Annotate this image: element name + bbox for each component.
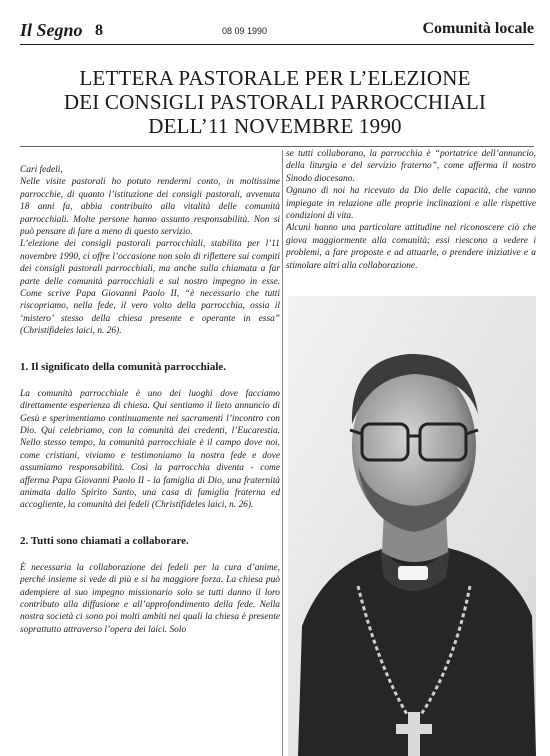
page-header	[0, 0, 550, 48]
right-paragraph-1: se tutti collaborano, la parrocchia è “portatrice dell’annuncio, della liturgia e del servizio fraterno”, come afferma il nostro Sinodo diocesano.	[286, 149, 536, 184]
section-2-body: È necessaria la collaborazione dei fedeli per la cura d’anime, perché insieme si vede di più e si ha maggiore forza. La chiesa può adempiere al suo impegno missionario solo se tutti danno il loro contributo alla diffusione e all’approfondimento della fede. Nella nostra società ci sono poi molti ambiti nei quali la chiesa è presente soprattutto attraverso l’opera dei laici. Solo	[20, 562, 280, 635]
intro-paragraph-1: Nelle visite pastorali ho potuto rendermi conto, in moltissime parrocchie, di quanto l’istituzione dei consigli pastorali, avvenuta 18 anni fa, abbia contribuito alla vitalità delle comunità parrocchiali. Molte persone hanno assunto responsabilità. Non si può pensare di fare a meno di questo servizio.	[20, 177, 280, 238]
title-line-3: DELL’11 NOVEMBRE 1990	[148, 114, 402, 138]
right-column	[286, 148, 536, 298]
article-title	[40, 66, 510, 138]
title-rule	[20, 146, 534, 147]
portrait-illustration	[288, 296, 536, 756]
title-line-2: DEI CONSIGLI PASTORALI PARROCCHIALI	[63, 90, 487, 114]
right-paragraph-3: Alcuni hanno una particolare attitudine nel riconoscere ciò che giova maggiormente alla comunità; essi riescono a vedere i problemi, a fare proposte e ad attuarle, o prendere iniziative e a stimolare altri alla collaborazione.	[286, 223, 536, 271]
section-1-body: La comunità parrocchiale è uno dei luoghi dove facciamo direttamente esperienza di chiesa. Qui sentiamo il lieto annuncio di Gesù e sperimentiamo continuamente nei sacramenti l’incontro con Dio. Qui celebriamo, con la comunità dei credenti, l’Eucarestia. Nello stesso tempo, la comunità parrocchiale è il campo dove noi, come cristiani, viviamo e testimoniamo la nostra fede e dove assumiamo responsabilità. Così la parrocchia diventa - come afferma Papa Giovanni Paolo II - la famiglia di Dio, una fraternità animata dallo Spirito Santo, una casa di famiglia fraterna ed accogliente, la comunità dei fedeli (Christifideles laici, n. 26).	[20, 388, 280, 511]
greeting: Cari fedeli,	[20, 165, 63, 175]
print-date: 08 09 1990	[222, 26, 268, 36]
header-rule	[20, 44, 534, 45]
title-line-1: LETTERA PASTORALE PER L’ELEZIONE	[79, 66, 471, 90]
right-paragraph-2: Ognuno di noi ha ricevuto da Dio delle capacità, che vanno impiegate in relazione alle proprie inclinazioni e alle rispettive condizioni di vita.	[286, 186, 536, 222]
left-column	[20, 164, 280, 756]
bishop-portrait-photo	[288, 296, 536, 756]
section-name: Comunità locale	[422, 20, 534, 37]
intro-paragraph-2: L’elezione dei consigli pastorali parrocchiali, stabilita per l’11 novembre 1990, ci offre l’occasione non solo di riflettere sui compiti dei consigli pastorali parrocchiali, ma anche sulla chiamata a far parte delle comunità parrocchiali e sul nostro impegno in esse. Come scrive Papa Giovanni Paolo II, “è necessario che tutti riscopriamo, nella fede, il vero volto della parrocchia, ossia il ‘mistero’ stesso della chiesa presente e operante in essa” (Christifideles laici, n. 26).	[20, 239, 280, 337]
page-number: 8	[95, 22, 103, 39]
publication-name: Il Segno	[20, 20, 83, 40]
section-1-heading: 1. Il significato della comunità parrocchiale.	[20, 360, 227, 373]
section-2-heading: 2. Tutti sono chiamati a collaborare.	[20, 534, 189, 547]
column-divider	[282, 150, 283, 756]
